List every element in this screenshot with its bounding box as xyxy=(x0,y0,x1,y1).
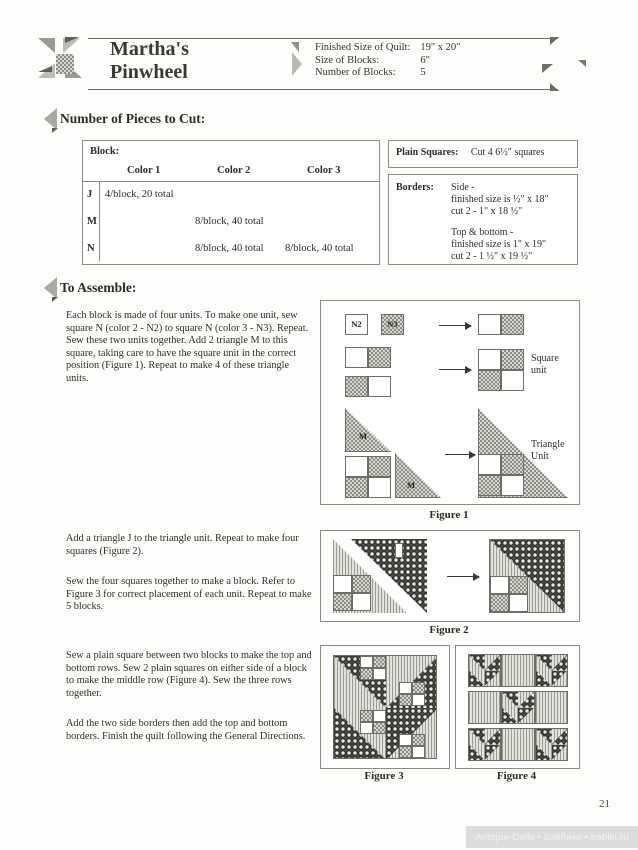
instruction-paragraph-2: Add a triangle J to the triangle unit. Repeat to make four squares (Figure 2). xyxy=(66,533,299,557)
swatch-n3 xyxy=(345,376,368,397)
borders-box xyxy=(388,174,578,265)
instruction-paragraph-1: Each block is made of four units. To make one unit, sew square N (color 2 - N2) to square N (color 3 - N3). Repeat. Sew these two units together. Add 2 triangle M to this square, taking care to have the square unit in the correct position (Figure 1). Repeat to make 4 of these triangle units. xyxy=(66,310,309,384)
arrow-icon xyxy=(439,325,471,326)
figure-3-diagram xyxy=(320,645,450,769)
instruction-paragraph-4: Sew a plain square between two blocks to make the top and bottom rows. Sew 2 plain squares on either side of a block to make the middle row (Figure 4). Sew the three rows together. xyxy=(66,650,312,699)
swatch-n3 xyxy=(368,456,391,477)
specs-arrow-icon xyxy=(291,42,307,78)
piece-tag-n2: N2 xyxy=(345,314,368,335)
swatch-n2 xyxy=(345,456,368,477)
borders-side-finished: finished size is ½" x 18" xyxy=(451,194,549,205)
column-header-color3: Color 3 xyxy=(307,165,341,176)
swatch-n3 xyxy=(345,477,368,498)
instruction-paragraph-5: Add the two side borders then add the top and bottom borders. Finish the quilt following the General Directions. xyxy=(66,718,306,742)
figure-2-caption: Figure 2 xyxy=(429,624,469,636)
quilt-row-middle xyxy=(468,691,568,724)
figure-4-diagram xyxy=(455,645,580,769)
row-label-n: N xyxy=(87,243,95,254)
plain-squares-box xyxy=(388,140,578,168)
arrow-icon xyxy=(445,454,475,455)
cut-section-heading: Number of Pieces to Cut: xyxy=(60,111,206,126)
spec-row xyxy=(315,67,460,80)
label-triangle-unit-line1: Triangle xyxy=(531,439,565,450)
spec-label: Finished Size of Quilt: xyxy=(315,42,411,53)
watermark: Antique-Dolls • Бэйбики • babiki.ru xyxy=(466,826,638,848)
cell-n-color2: 8/block, 40 total xyxy=(195,243,264,254)
figure-2-diagram xyxy=(320,530,580,622)
instruction-paragraph-3: Sew the four squares together to make a block. Refer to Figure 3 for correct placement of each unit. Repeat to make 5 blocks. xyxy=(66,576,312,613)
borders-side-cut: cut 2 - 1" x 18 ½" xyxy=(451,206,523,217)
piece-tag-m-lower: M xyxy=(406,479,416,490)
banner-accent-right-icon xyxy=(578,60,586,67)
spec-label: Number of Blocks: xyxy=(315,67,396,79)
page-title xyxy=(110,38,290,84)
swatch-n3 xyxy=(368,347,391,368)
figure-3-caption: Figure 3 xyxy=(364,770,404,782)
label-square-unit xyxy=(531,353,559,376)
cell-j-color1: 4/block, 20 total xyxy=(105,189,174,200)
swatch-n2 xyxy=(478,314,501,335)
pieces-to-cut-table xyxy=(82,140,380,265)
block-label: Block: xyxy=(90,146,120,157)
figure-2-result xyxy=(489,539,565,613)
spec-label: Size of Blocks: xyxy=(315,54,380,66)
swatch-n3 xyxy=(501,314,524,335)
swatch-n2 xyxy=(345,347,368,368)
pinwheel-icon xyxy=(36,36,94,92)
section-marker-icon xyxy=(44,277,58,303)
section-marker-icon xyxy=(44,108,58,134)
row-label-j: J xyxy=(87,189,93,200)
spec-row xyxy=(315,55,460,68)
pinwheel-block xyxy=(333,655,437,759)
cell-n-color3: 8/block, 40 total xyxy=(285,243,354,254)
swatch-n3 xyxy=(478,370,501,391)
cell-m-color2: 8/block, 40 total xyxy=(195,216,264,227)
figure-2-pieces xyxy=(333,539,427,613)
banner-accent-left-icon xyxy=(542,64,553,73)
assemble-section-heading: To Assemble: xyxy=(60,280,137,295)
page-number: 21 xyxy=(599,798,610,810)
borders-topbottom-title: Top & bottom - xyxy=(451,227,514,238)
borders-label: Borders: xyxy=(396,182,434,193)
swatch-n2 xyxy=(368,477,391,498)
arrow-icon xyxy=(439,369,471,370)
spec-row xyxy=(315,42,460,55)
swatch-n2 xyxy=(501,370,524,391)
label-triangle-unit xyxy=(531,439,565,462)
quilt-row-bottom xyxy=(468,728,568,761)
figure-1-diagram xyxy=(320,300,580,505)
swatch-n2 xyxy=(368,376,391,397)
row-label-m: M xyxy=(87,216,97,227)
label-square-unit-line2: unit xyxy=(531,364,547,376)
quilt-specs xyxy=(315,42,460,80)
page-title-line1: Martha's xyxy=(110,38,189,60)
plain-squares-value: Cut 4 6½" squares xyxy=(470,147,545,158)
swatch-n3 xyxy=(501,349,524,370)
plain-squares-label: Plain Squares: xyxy=(396,147,459,158)
arrow-icon xyxy=(447,576,479,577)
quilt-row-top xyxy=(468,654,568,687)
label-square-unit-line1: Square xyxy=(531,353,559,364)
spec-value: 5 xyxy=(420,67,426,79)
column-header-color2: Color 2 xyxy=(217,165,251,176)
borders-side-title: Side - xyxy=(451,182,475,193)
spec-value: 6" xyxy=(420,54,430,66)
swatch-n2 xyxy=(478,349,501,370)
piece-tag-m-upper: M xyxy=(358,430,368,441)
page-title-line2: Pinwheel xyxy=(110,61,188,83)
spec-value: 19" x 20" xyxy=(420,42,461,53)
figure-1-caption: Figure 1 xyxy=(429,509,469,521)
borders-topbottom-cut: cut 2 - 1 ½" x 19 ½" xyxy=(451,251,533,262)
figure-4-caption: Figure 4 xyxy=(496,770,537,782)
borders-topbottom-finished: finished size is 1" x 19" xyxy=(451,239,547,250)
column-header-color1: Color 1 xyxy=(127,165,161,176)
label-triangle-unit-line2: Unit xyxy=(531,450,549,462)
piece-tag-n3: N3 xyxy=(381,314,404,335)
